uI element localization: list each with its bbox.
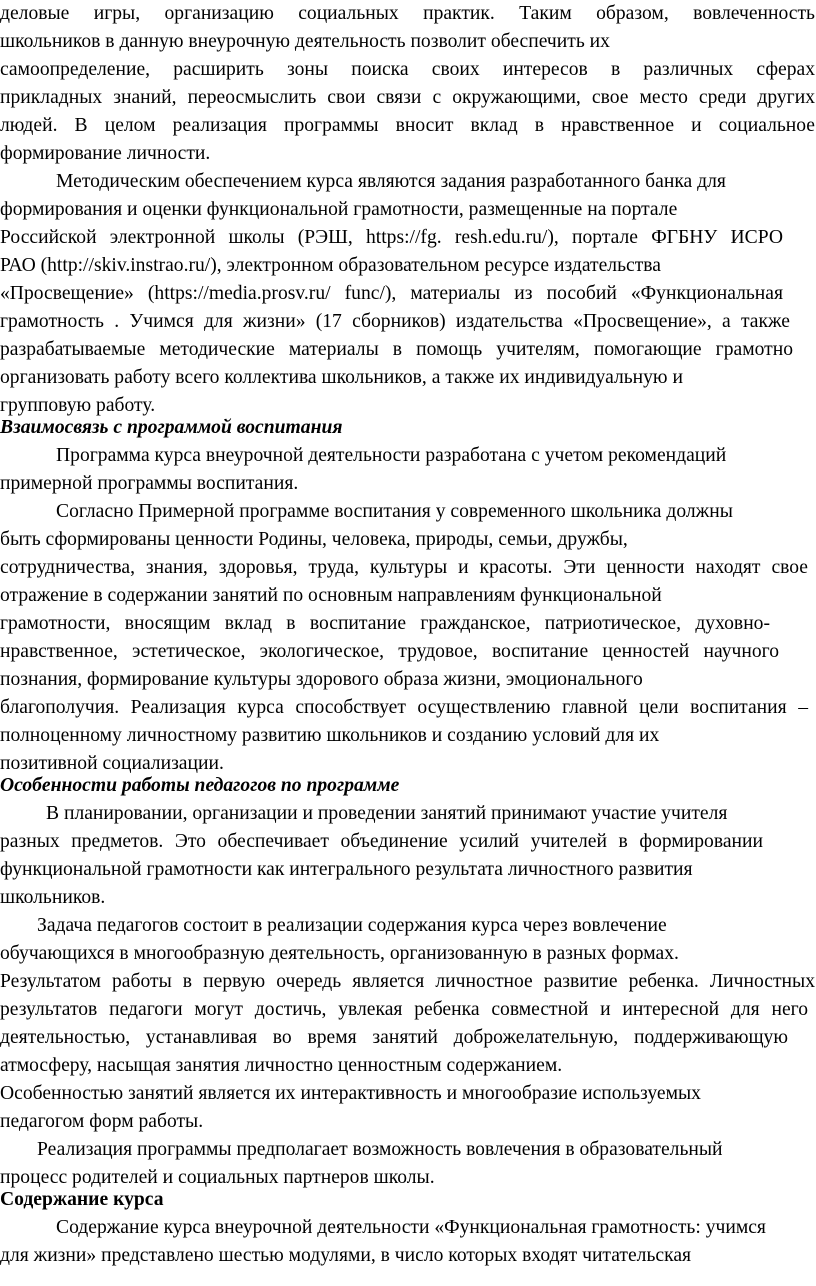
text-line: сотрудничества, знания, здоровья, труда, культуры и красоты. Эти ценности находят свое (0, 557, 808, 578)
text-line: «Просвещение» (https://media.prosv.ru/ func/), материалы из пособий «Функциональная (0, 283, 783, 304)
text-line: школьников. (0, 887, 106, 908)
text-line: Российской электронной школы (РЭШ, https://fg. resh.edu.ru/), портале ФГБНУ ИСРО (0, 227, 783, 248)
text-line: Реализация программы предполагает возможность вовлечения в образовательный (37, 1139, 723, 1160)
text-line: Методическим обеспечением курса являются задания разработанного банка для (56, 171, 726, 192)
text-line: Программа курса внеурочной деятельности разработана с учетом рекомендаций (56, 445, 727, 466)
section-heading-course-content: Содержание курса (0, 1189, 164, 1210)
text-line: Особенностью занятий является их интерактивность и многообразие используемых (0, 1083, 701, 1104)
text-line: благополучия. Реализация курса способствует осуществлению главной цели воспитания – (0, 697, 808, 718)
text-line: деловые игры, организацию социальных практик. Таким образом, вовлеченность (0, 3, 815, 24)
text-line: людей. В целом реализация программы вносит вклад в нравственное и социальное (0, 115, 815, 136)
section-heading-upbringing: Взаимосвязь с программой воспитания (0, 417, 343, 438)
text-line: разрабатываемые методические материалы в помощь учителям, помогающие грамотно (0, 339, 793, 360)
text-line: отражение в содержании занятий по основным направлениям функциональной (0, 585, 662, 606)
text-line: процесс родителей и социальных партнеров школы. (0, 1167, 435, 1188)
text-line: РАО (http://skiv.instrao.ru/), электронном образовательном ресурсе издательства (0, 255, 661, 276)
text-line: групповую работу. (0, 395, 156, 416)
text-line: примерной программы воспитания. (0, 473, 299, 494)
text-line: формирование личности. (0, 143, 211, 164)
text-line: быть сформированы ценности Родины, человека, природы, семьи, дружбы, (0, 529, 628, 550)
text-line: самоопределение, расширить зоны поиска своих интересов в различных сферах (0, 59, 815, 80)
text-line: организовать работу всего коллектива школьников, а также их индивидуальную и (0, 367, 683, 388)
text-line: Результатом работы в первую очередь является личностное развитие ребенка. Личностных (0, 971, 815, 992)
text-line: результатов педагоги могут достичь, увлекая ребенка совместной и интересной для него (0, 999, 808, 1020)
text-line: Задача педагогов состоит в реализации содержания курса через вовлечение (37, 915, 667, 936)
text-line: формирования и оценки функциональной грамотности, размещенные на портале (0, 199, 678, 220)
text-line: полноценному личностному развитию школьников и созданию условий для их (0, 725, 660, 746)
text-line: Согласно Примерной программе воспитания у современного школьника должны (56, 501, 733, 522)
text-line: деятельностью, устанавливая во время занятий доброжелательную, поддерживающую (0, 1027, 788, 1048)
text-line: функциональной грамотности как интегрального результата личностного развития (0, 859, 693, 880)
text-line: атмосферу, насыщая занятия личностно ценностным содержанием. (0, 1055, 563, 1076)
text-line: обучающихся в многообразную деятельность, организованную в разных формах. (0, 943, 679, 964)
text-line: нравственное, эстетическое, экологическое, трудовое, воспитание ценностей научного (0, 641, 779, 662)
text-line: грамотность . Учимся для жизни» (17 сборников) издательства «Просвещение», а также (0, 311, 790, 332)
section-heading-teachers: Особенности работы педагогов по программе (0, 775, 400, 796)
text-line: Содержание курса внеурочной деятельности «Функциональная грамотность: учимся (56, 1217, 766, 1238)
text-line: разных предметов. Это обеспечивает объединение усилий учителей в формировании (0, 831, 763, 852)
text-line: грамотности, вносящим вклад в воспитание гражданское, патриотическое, духовно- (0, 613, 770, 634)
text-line: позитивной социализации. (0, 753, 224, 774)
text-line: прикладных знаний, переосмыслить свои связи с окружающими, свое место среди других (0, 87, 815, 108)
text-line: для жизни» представлено шестью модулями, в число которых входят читательская (0, 1245, 692, 1266)
text-line: познания, формирование культуры здорового образа жизни, эмоционального (0, 669, 643, 690)
text-line: педагогом форм работы. (0, 1111, 204, 1132)
text-line: школьников в данную внеурочную деятельность позволит обеспечить их (0, 31, 610, 52)
text-line: В планировании, организации и проведении занятий принимают участие учителя (46, 803, 728, 824)
